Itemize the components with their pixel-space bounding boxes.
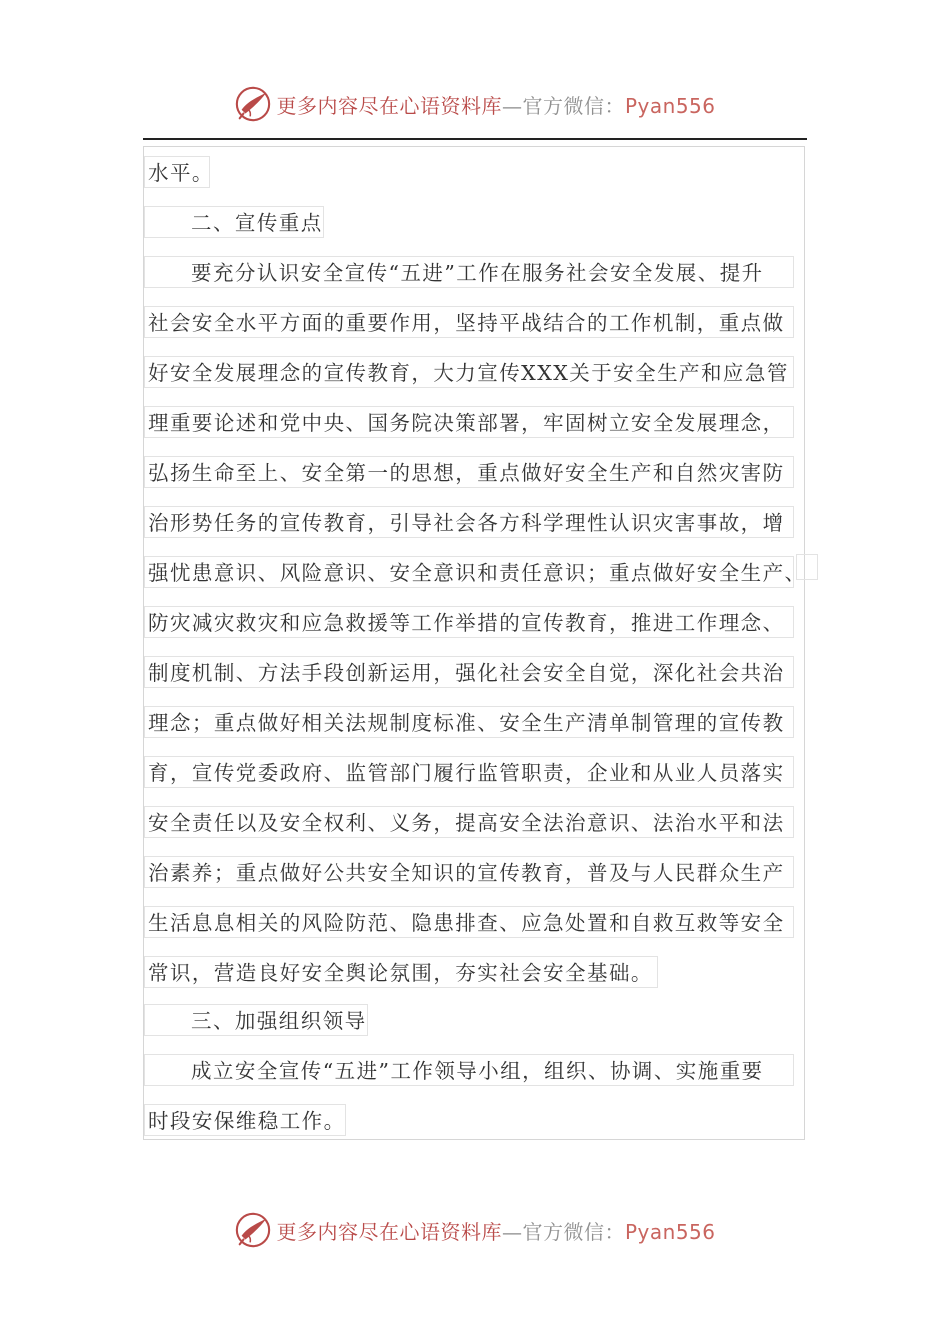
overflow-mark	[796, 554, 818, 580]
text-line: 水平。	[144, 156, 210, 188]
footer-dash: —	[501, 1219, 523, 1244]
paragraph-line: 好安全发展理念的宣传教育，大力宣传XXX关于安全生产和应急管	[144, 356, 794, 388]
header-rule	[143, 138, 807, 140]
section-heading: 三、加强组织领导	[144, 1004, 368, 1036]
paragraph-line: 成立安全宣传“五进”工作领导小组，组织、协调、实施重要	[144, 1054, 794, 1086]
footer-brand: 更多内容尽在心语资料库	[276, 1219, 502, 1244]
paragraph-line: 要充分认识安全宣传“五进”工作在服务社会安全发展、提升	[144, 256, 794, 288]
paragraph-line: 育，宣传党委政府、监管部门履行监管职责，企业和从业人员落实	[144, 756, 794, 788]
paragraph-line: 时段安保维稳工作。	[144, 1104, 346, 1136]
pen-logo-icon	[234, 85, 272, 123]
paragraph-line: 常识，营造良好安全舆论氛围，夯实社会安全基础。	[144, 956, 658, 988]
paragraph-line: 防灾减灾救灾和应急救援等工作举措的宣传教育，推进工作理念、	[144, 606, 794, 638]
paragraph-line: 安全责任以及安全权利、义务，提高安全法治意识、法治水平和法	[144, 806, 794, 838]
header-wechat-id: Pyan556	[624, 93, 716, 118]
paragraph-line: 治素养；重点做好公共安全知识的宣传教育，普及与人民群众生产	[144, 856, 794, 888]
header-text	[276, 90, 715, 119]
footer-wechat-label: 官方微信：	[522, 1219, 625, 1244]
footer-wechat-id: Pyan556	[624, 1219, 716, 1244]
pen-logo-icon	[234, 1211, 272, 1249]
paragraph-line: 制度机制、方法手段创新运用，强化社会安全自觉，深化社会共治	[144, 656, 794, 688]
paragraph-line: 理念；重点做好相关法规制度标准、安全生产清单制管理的宣传教	[144, 706, 794, 738]
header-banner	[0, 82, 950, 126]
paragraph-line: 弘扬生命至上、安全第一的思想，重点做好安全生产和自然灾害防	[144, 456, 794, 488]
paragraph-line: 强忧患意识、风险意识、安全意识和责任意识；重点做好安全生产、	[144, 556, 794, 588]
header-wechat-label: 官方微信：	[522, 93, 625, 118]
paragraph-line: 治形势任务的宣传教育，引导社会各方科学理性认识灾害事故，增	[144, 506, 794, 538]
paragraph-line: 社会安全水平方面的重要作用，坚持平战结合的工作机制，重点做	[144, 306, 794, 338]
section-heading: 二、宣传重点	[144, 206, 324, 238]
header-brand: 更多内容尽在心语资料库	[276, 93, 502, 118]
page-frame	[143, 146, 805, 1140]
paragraph-line: 理重要论述和党中央、国务院决策部署，牢固树立安全发展理念，	[144, 406, 794, 438]
footer-banner	[0, 1208, 950, 1252]
header-dash: —	[501, 93, 523, 118]
footer-text	[276, 1216, 715, 1245]
paragraph-line: 生活息息相关的风险防范、隐患排查、应急处置和自救互救等安全	[144, 906, 794, 938]
